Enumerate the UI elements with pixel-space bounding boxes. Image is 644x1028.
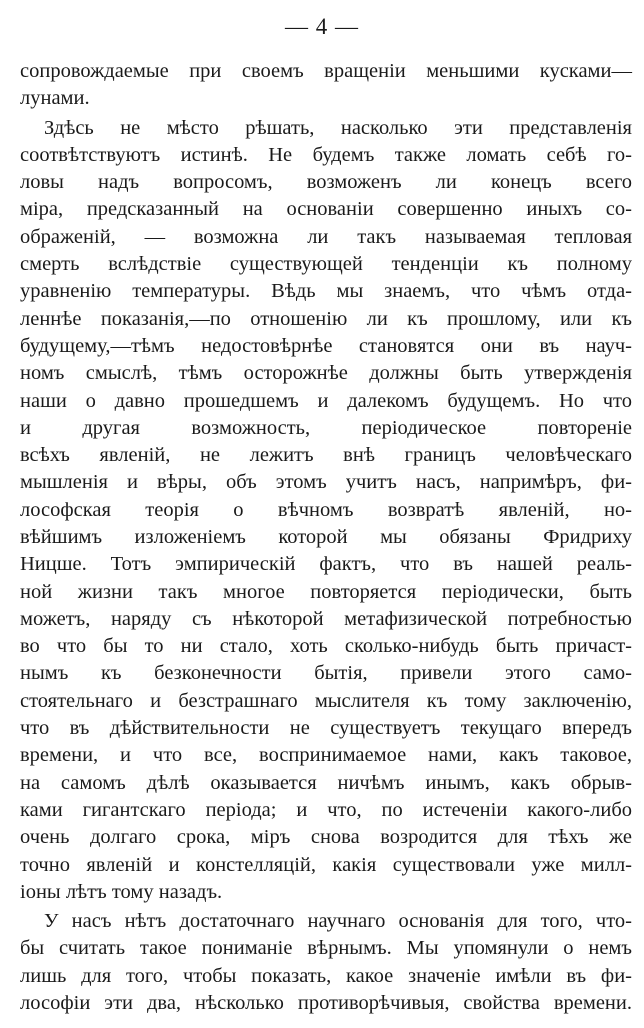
text-line: нымъ къ безконечности бытiя, привели этого само- <box>20 662 632 684</box>
text-line: Ницше. Тотъ эмпирическiй фактъ, что въ нашей реаль- <box>20 553 632 575</box>
text-line: мiра, предсказанный на основанiи совершенно иныхъ со- <box>20 198 632 220</box>
text-line: точно явленiй и констелляцiй, какiя существовали уже милл- <box>20 854 632 876</box>
text-line: iоны лѣтъ тому назадъ. <box>20 881 223 903</box>
text-line: что въ дѣйствительности не существуетъ текущаго впередъ <box>20 717 632 739</box>
text-line: У насъ нѣтъ достаточнаго научнаго основанiя для того, что- <box>44 910 632 932</box>
text-line: можетъ, наряду съ нѣкоторой метафизической потребностью <box>20 608 632 630</box>
text-line: лософская теорiя о вѣчномъ возвратѣ явленiй, но- <box>20 499 632 521</box>
text-line: леннѣе показанiя,—по отношенiю ли къ прошлому, или къ <box>20 308 632 330</box>
text-line: ками гигантскаго перiода; и что, по истеченiи какого-либо <box>20 799 632 821</box>
text-line: во что бы то ни стало, хоть сколько-нибудь быть причаст- <box>20 635 632 657</box>
text-line: уравненiю температуры. Вѣдь мы знаемъ, что чѣмъ отда- <box>20 280 632 302</box>
text-line: и другая возможность, перiодическое повторенiе <box>20 417 632 439</box>
text-line: будущему,—тѣмъ недостовѣрнѣе становятся они въ науч- <box>20 335 632 357</box>
text-line: номъ смыслѣ, тѣмъ осторожнѣе должны быть утвержденiя <box>20 362 632 384</box>
page-number: — 4 — <box>285 14 359 39</box>
text-line: времени, и что все, воспринимаемое нами, какъ таковое, <box>20 744 632 766</box>
text-line: стоятельнаго и безстрашнаго мыслителя къ тому заключенiю, <box>20 690 632 712</box>
text-line: лософiи эти два, нѣсколько противорѣчивыя, свойства времени. <box>20 992 632 1014</box>
text-line: всѣхъ явленiй, не лежитъ внѣ границъ человѣческаго <box>20 444 632 466</box>
text-line: ной жизни такъ многое повторяется перiодически, быть <box>20 581 632 603</box>
text-line: Здѣсь не мѣсто рѣшать, насколько эти представленiя <box>44 117 632 139</box>
text-line: мышленiя и вѣры, объ этомъ учитъ насъ, напримѣръ, фи- <box>20 471 632 493</box>
text-line: на самомъ дѣлѣ оказывается ничѣмъ инымъ, какъ обрыв- <box>20 772 632 794</box>
text-line: смерть вслѣдствiе существующей тенденцiи къ полному <box>20 253 632 275</box>
text-line: ображенiй, — возможна ли такъ называемая тепловая <box>20 226 632 248</box>
text-line: соотвѣтствуютъ истинѣ. Не будемъ также ломать себѣ го- <box>20 144 632 166</box>
text-line: сопровождаемые при своемъ вращенiи меньшими кусками— <box>20 60 632 82</box>
text-line: очень долгаго срока, мiръ снова возродится для тѣхъ же <box>20 826 632 848</box>
text-line: ловы надъ вопросомъ, возможенъ ли конецъ всего <box>20 171 632 193</box>
text-line: бы считать такое пониманiе вѣрнымъ. Мы упомянули о немъ <box>20 937 632 959</box>
text-line: наши о давно прошедшемъ и далекомъ будущемъ. Но что <box>20 390 632 412</box>
text-line: лишь для того, чтобы показать, какое значенiе имѣли въ фи- <box>20 965 632 987</box>
text-line: лунами. <box>20 87 90 109</box>
text-line: вѣйшимъ изложенiемъ которой мы обязаны Фридриху <box>20 526 632 548</box>
